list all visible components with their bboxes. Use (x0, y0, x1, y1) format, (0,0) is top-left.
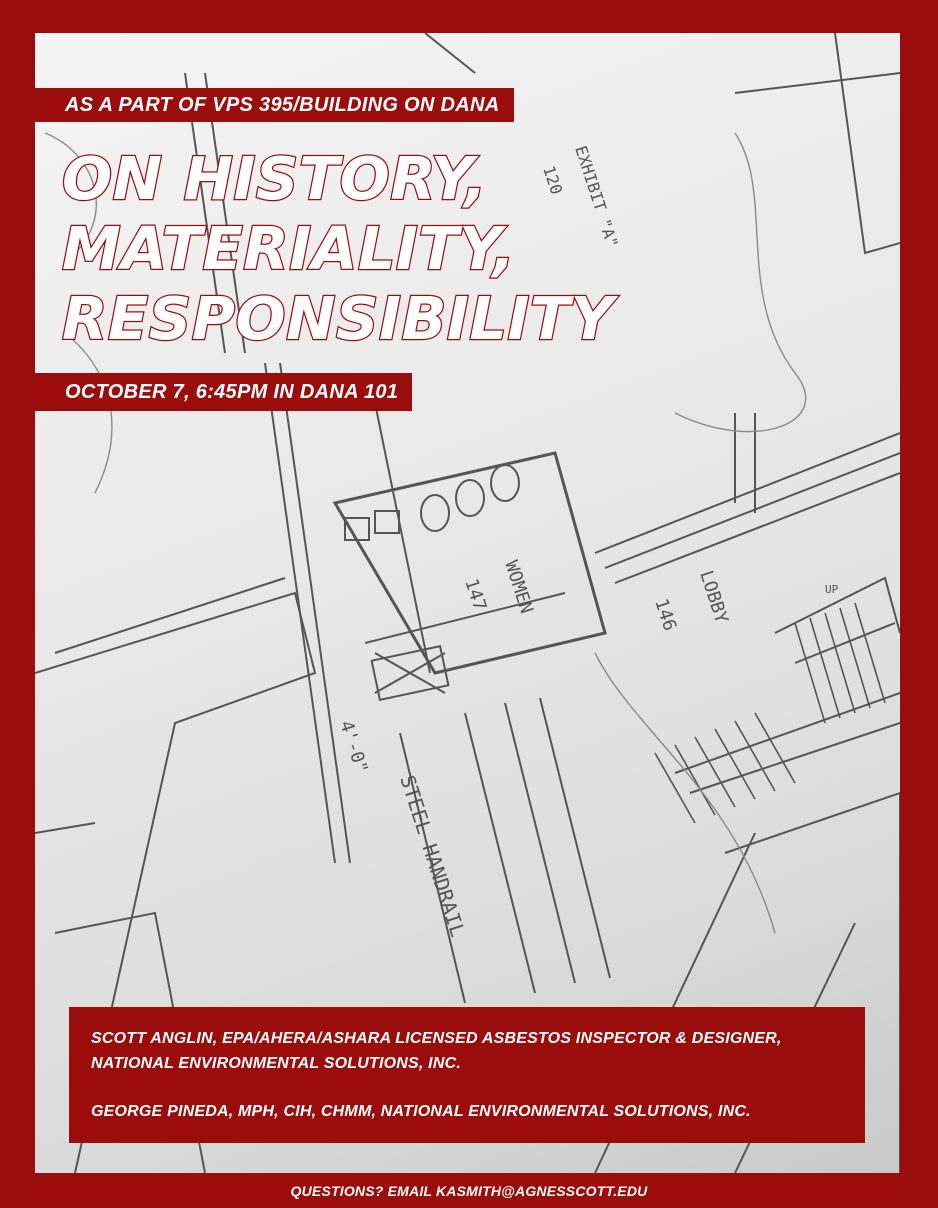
label-room-120: 120 (539, 163, 567, 197)
label-women: WOMEN (500, 558, 537, 617)
speaker-1: SCOTT ANGLIN, EPA/AHERA/ASHARA LICENSED ASBESTOS INSPECTOR & DESIGNER, NATIONAL ENVIRONMENTAL SOLUTIONS, INC. (91, 1030, 782, 1072)
label-room-147: 147 (460, 576, 491, 614)
series-label: AS A PART OF VPS 395/BUILDING ON DANA (35, 88, 514, 122)
label-dimension: 4'-0" (335, 718, 372, 777)
label-exhibit: EXHIBIT "A" (571, 143, 623, 251)
date-location: OCTOBER 7, 6:45PM IN DANA 101 (35, 373, 412, 411)
label-steel-handrail: STEEL HANDRAIL (395, 772, 471, 940)
speakers-panel (69, 1007, 865, 1143)
event-title (62, 144, 862, 354)
title-line-3: RESPONSIBILITY (62, 284, 614, 353)
title-line-2: MATERIALITY, (62, 214, 516, 283)
footer-contact: QUESTIONS? EMAIL KASMITH@AGNESSCOTT.EDU (290, 1183, 648, 1199)
label-room-146: 146 (650, 596, 681, 634)
speaker-2: GEORGE PINEDA, MPH, CIH, CHMM, NATIONAL ENVIRONMENTAL SOLUTIONS, INC. (91, 1103, 751, 1120)
title-line-1: ON HISTORY, (62, 144, 488, 213)
label-up: UP (825, 583, 839, 596)
label-lobby: LOBBY (695, 568, 732, 627)
